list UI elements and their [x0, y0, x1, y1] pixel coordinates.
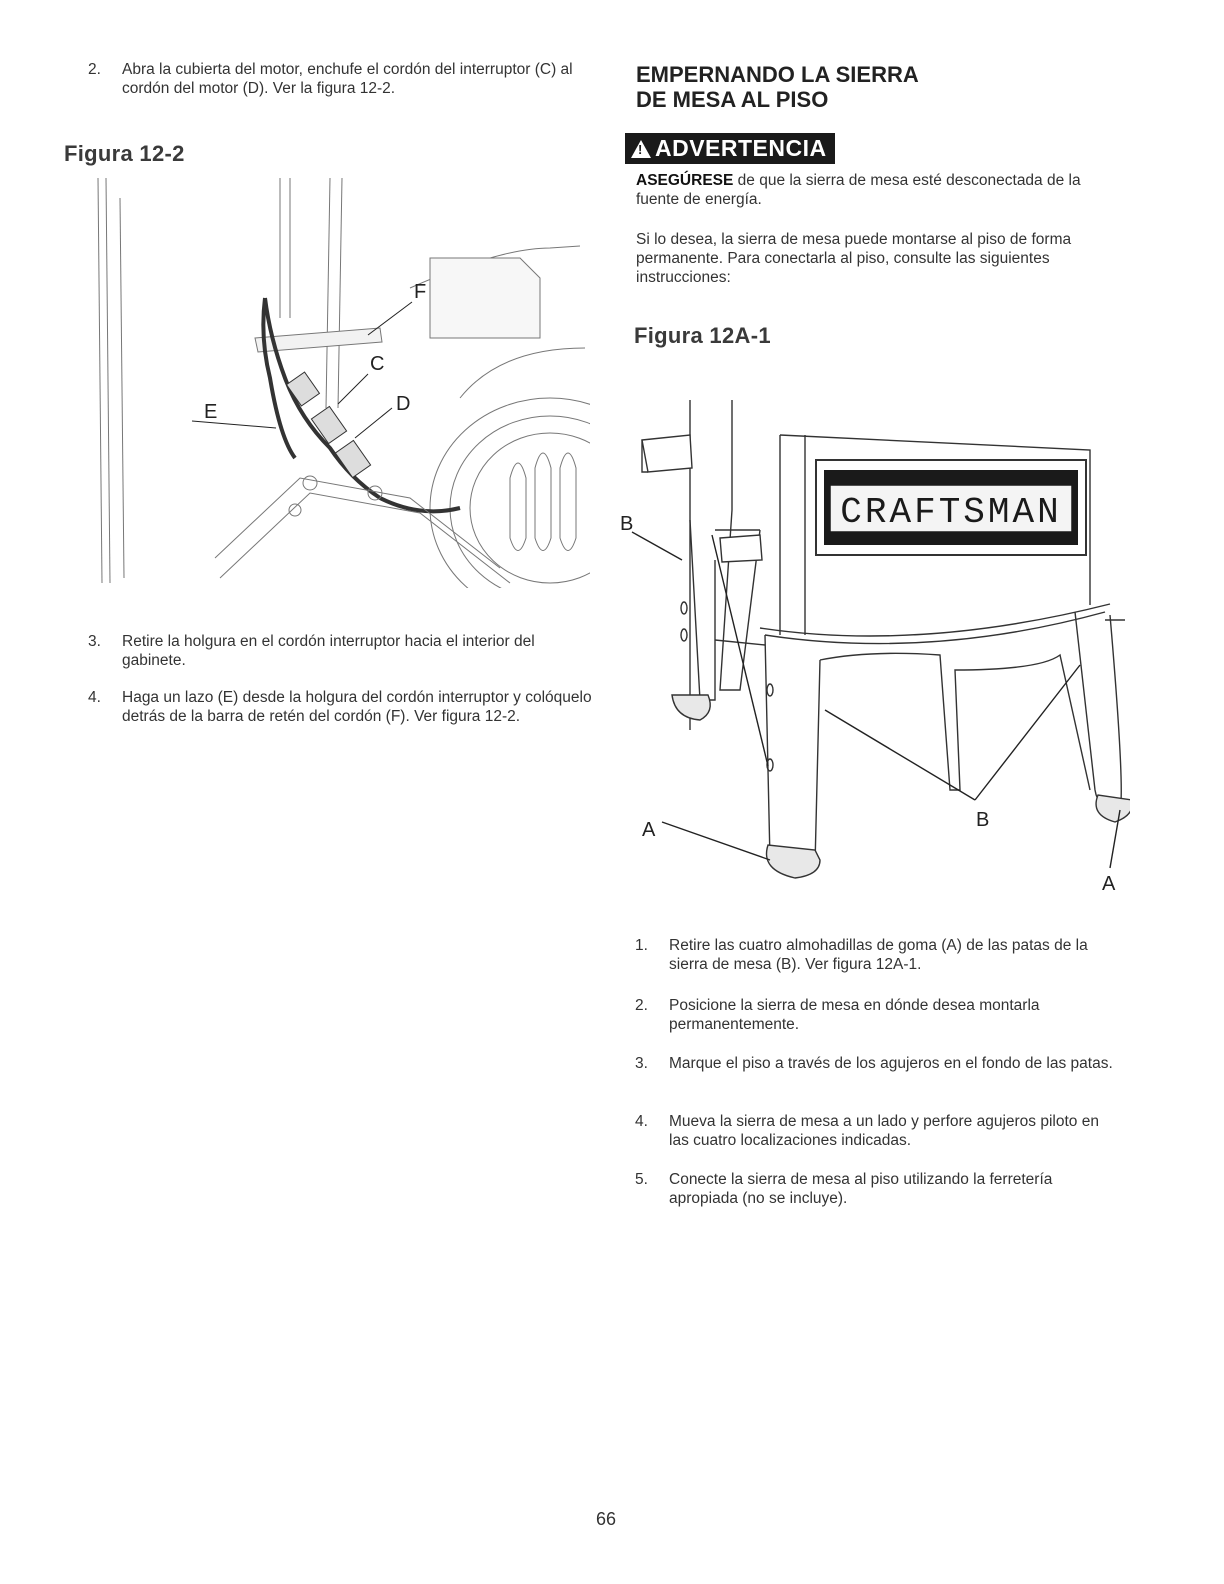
section-heading: [636, 62, 919, 112]
warning-label: ADVERTENCIA: [655, 135, 827, 161]
label-c: C: [370, 353, 385, 375]
step-text: Abra la cubierta del motor, enchufe el cordón del interruptor (C) al cordón del motor (D). Ver la figura 12-2.: [122, 61, 573, 97]
step-4: [88, 688, 593, 748]
step-number: 2.: [635, 997, 648, 1014]
list-item: [635, 1054, 1115, 1094]
list-item: [635, 996, 1115, 1036]
step-number: 5.: [635, 1171, 648, 1188]
warning-triangle-icon: [631, 140, 651, 158]
craftsman-logo: CRAFTSMAN: [840, 492, 1062, 533]
figure-12-2-illustration: [80, 178, 590, 588]
list-item: [635, 1170, 1115, 1210]
step-text: Conecte la sierra de mesa al piso utilizando la ferretería apropiada (no se incluye).: [669, 1171, 1053, 1207]
step-text: Marque el piso a través de los agujeros en el fondo de las patas.: [669, 1055, 1113, 1072]
page-number: 66: [596, 1509, 617, 1529]
label-a-left: A: [642, 819, 656, 841]
step-text: Posicione la sierra de mesa en dónde desea montarla permanentemente.: [669, 997, 1040, 1033]
label-e: E: [204, 401, 218, 423]
step-3: [88, 632, 593, 672]
step-number: 3.: [88, 633, 101, 650]
step-number: 3.: [635, 1055, 648, 1072]
steps-list: [635, 936, 1115, 1210]
label-b-left: B: [620, 513, 634, 535]
warning-text: [636, 171, 1106, 209]
step-number: 4.: [88, 689, 101, 706]
step-2: [88, 60, 593, 100]
label-b-right: B: [976, 809, 990, 831]
label-d: D: [396, 393, 411, 415]
step-text: Mueva la sierra de mesa a un lado y perfore agujeros piloto en las cuatro localizaciones indicadas.: [669, 1113, 1099, 1149]
figure-12a-1-illustration: [620, 390, 1130, 900]
step-text: Haga un lazo (E) desde la holgura del cordón interruptor y colóquelo detrás de la barra de retén del cordón (F). Ver figura 12-2.: [122, 689, 592, 725]
step-number: 2.: [88, 61, 101, 78]
warning-badge: [625, 133, 835, 164]
step-number: 4.: [635, 1113, 648, 1130]
step-text: Retire la holgura en el cordón interruptor hacia el interior del gabinete.: [122, 633, 535, 669]
heading-line-1: EMPERNANDO LA SIERRA: [636, 62, 919, 87]
list-item: [635, 1112, 1115, 1152]
step-number: 1.: [635, 937, 648, 954]
figure-12-2-title: Figura 12-2: [64, 141, 185, 166]
heading-line-2: DE MESA AL PISO: [636, 87, 829, 112]
label-a-right: A: [1102, 873, 1116, 895]
intro-paragraph: Si lo desea, la sierra de mesa puede montarse al piso de forma permanente. Para conectarla al piso, consulte las siguientes instrucciones:: [636, 231, 1072, 286]
step-text: Retire las cuatro almohadillas de goma (A) de las patas de la sierra de mesa (B). Ver figura 12A-1.: [669, 937, 1088, 973]
warning-body: de que la sierra de mesa esté desconectada de la fuente de energía.: [636, 172, 1081, 208]
figure-12a-1-title: Figura 12A-1: [634, 323, 771, 348]
label-f: F: [414, 281, 427, 303]
warning-emphasis: ASEGÚRESE: [636, 172, 734, 189]
list-item: [635, 936, 1115, 976]
